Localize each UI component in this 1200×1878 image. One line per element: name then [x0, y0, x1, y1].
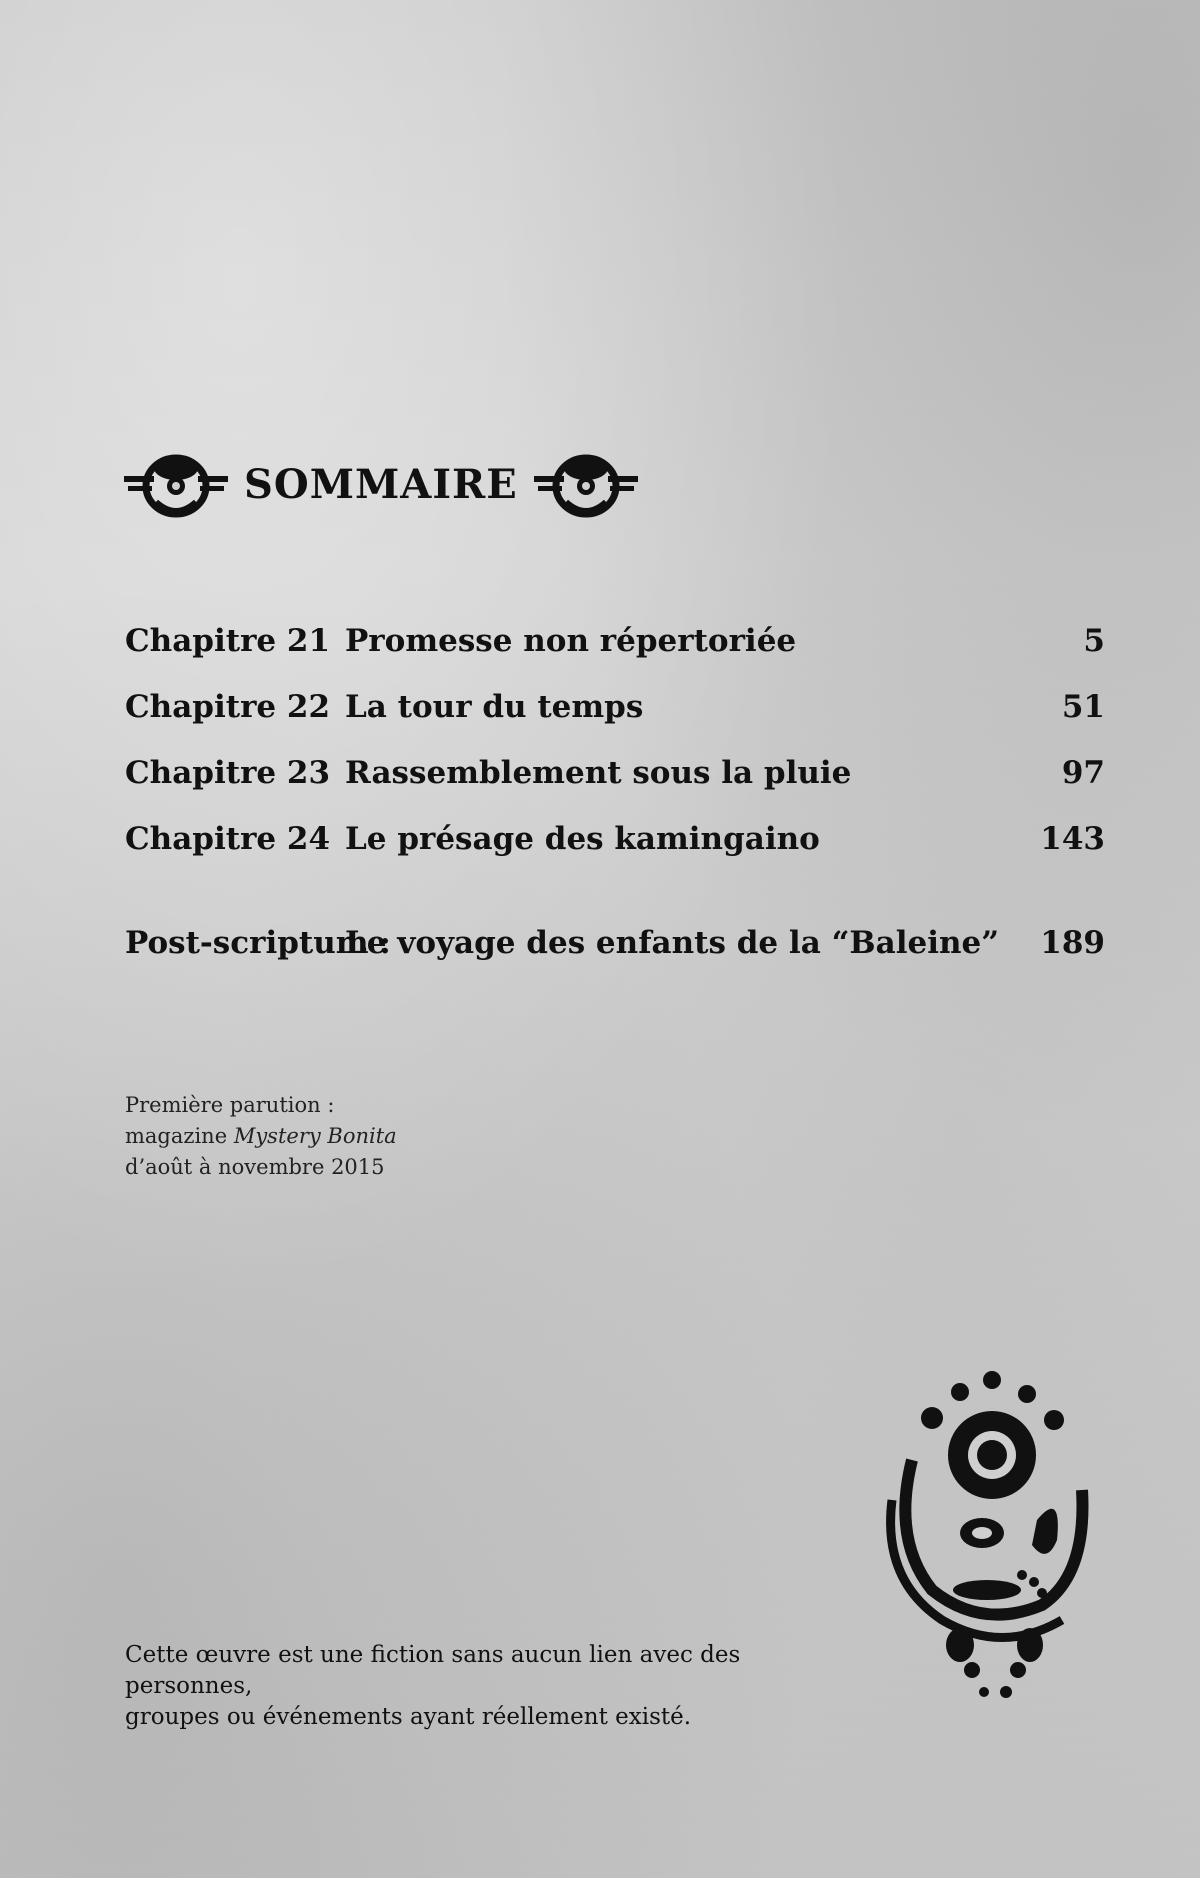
postscript-title: Le voyage des enfants de la “Baleine”: [345, 925, 1000, 961]
publication-note: [125, 1090, 397, 1183]
ornament-icon: [532, 446, 640, 522]
chapter-title: Rassemblement sous la pluie: [345, 755, 852, 791]
magazine-name: Mystery Bonita: [233, 1124, 397, 1148]
page-title: SOMMAIRE: [244, 460, 518, 508]
publication-line: [125, 1121, 397, 1152]
chapter-label: Chapitre 22: [125, 689, 331, 725]
chapter-label: Chapitre 21: [125, 623, 331, 659]
toc-entry-postscript[interactable]: [125, 910, 1105, 976]
ornament-icon: [122, 446, 230, 522]
fiction-disclaimer: [125, 1640, 845, 1733]
toc-entry-chapter-21[interactable]: [125, 608, 1105, 674]
publication-line: Première parution :: [125, 1093, 335, 1117]
table-of-contents: [125, 608, 1105, 976]
chapter-title: Le présage des kamingaino: [345, 821, 820, 857]
tribal-emblem-icon: [872, 1370, 1112, 1710]
toc-header: [122, 442, 640, 526]
chapter-title: Promesse non répertoriée: [345, 623, 797, 659]
toc-entry-chapter-23[interactable]: [125, 740, 1105, 806]
chapter-label: Chapitre 23: [125, 755, 331, 791]
page-number: 189: [1040, 925, 1105, 961]
publication-line: d’août à novembre 2015: [125, 1155, 385, 1179]
page-number: 97: [1061, 755, 1105, 791]
toc-entry-chapter-24[interactable]: [125, 806, 1105, 872]
chapter-label: Chapitre 24: [125, 821, 331, 857]
disclaimer-line: Cette œuvre est une fiction sans aucun lien avec des personnes,: [125, 1642, 741, 1699]
publication-prefix: magazine: [125, 1124, 234, 1148]
page-number: 5: [1083, 623, 1105, 659]
toc-entry-chapter-22[interactable]: [125, 674, 1105, 740]
page-number: 143: [1040, 821, 1105, 857]
disclaimer-line: groupes ou événements ayant réellement existé.: [125, 1704, 692, 1730]
page-number: 51: [1061, 689, 1105, 725]
chapter-title: La tour du temps: [345, 689, 644, 725]
postscript-label: Post-scriptum :: [125, 925, 391, 961]
